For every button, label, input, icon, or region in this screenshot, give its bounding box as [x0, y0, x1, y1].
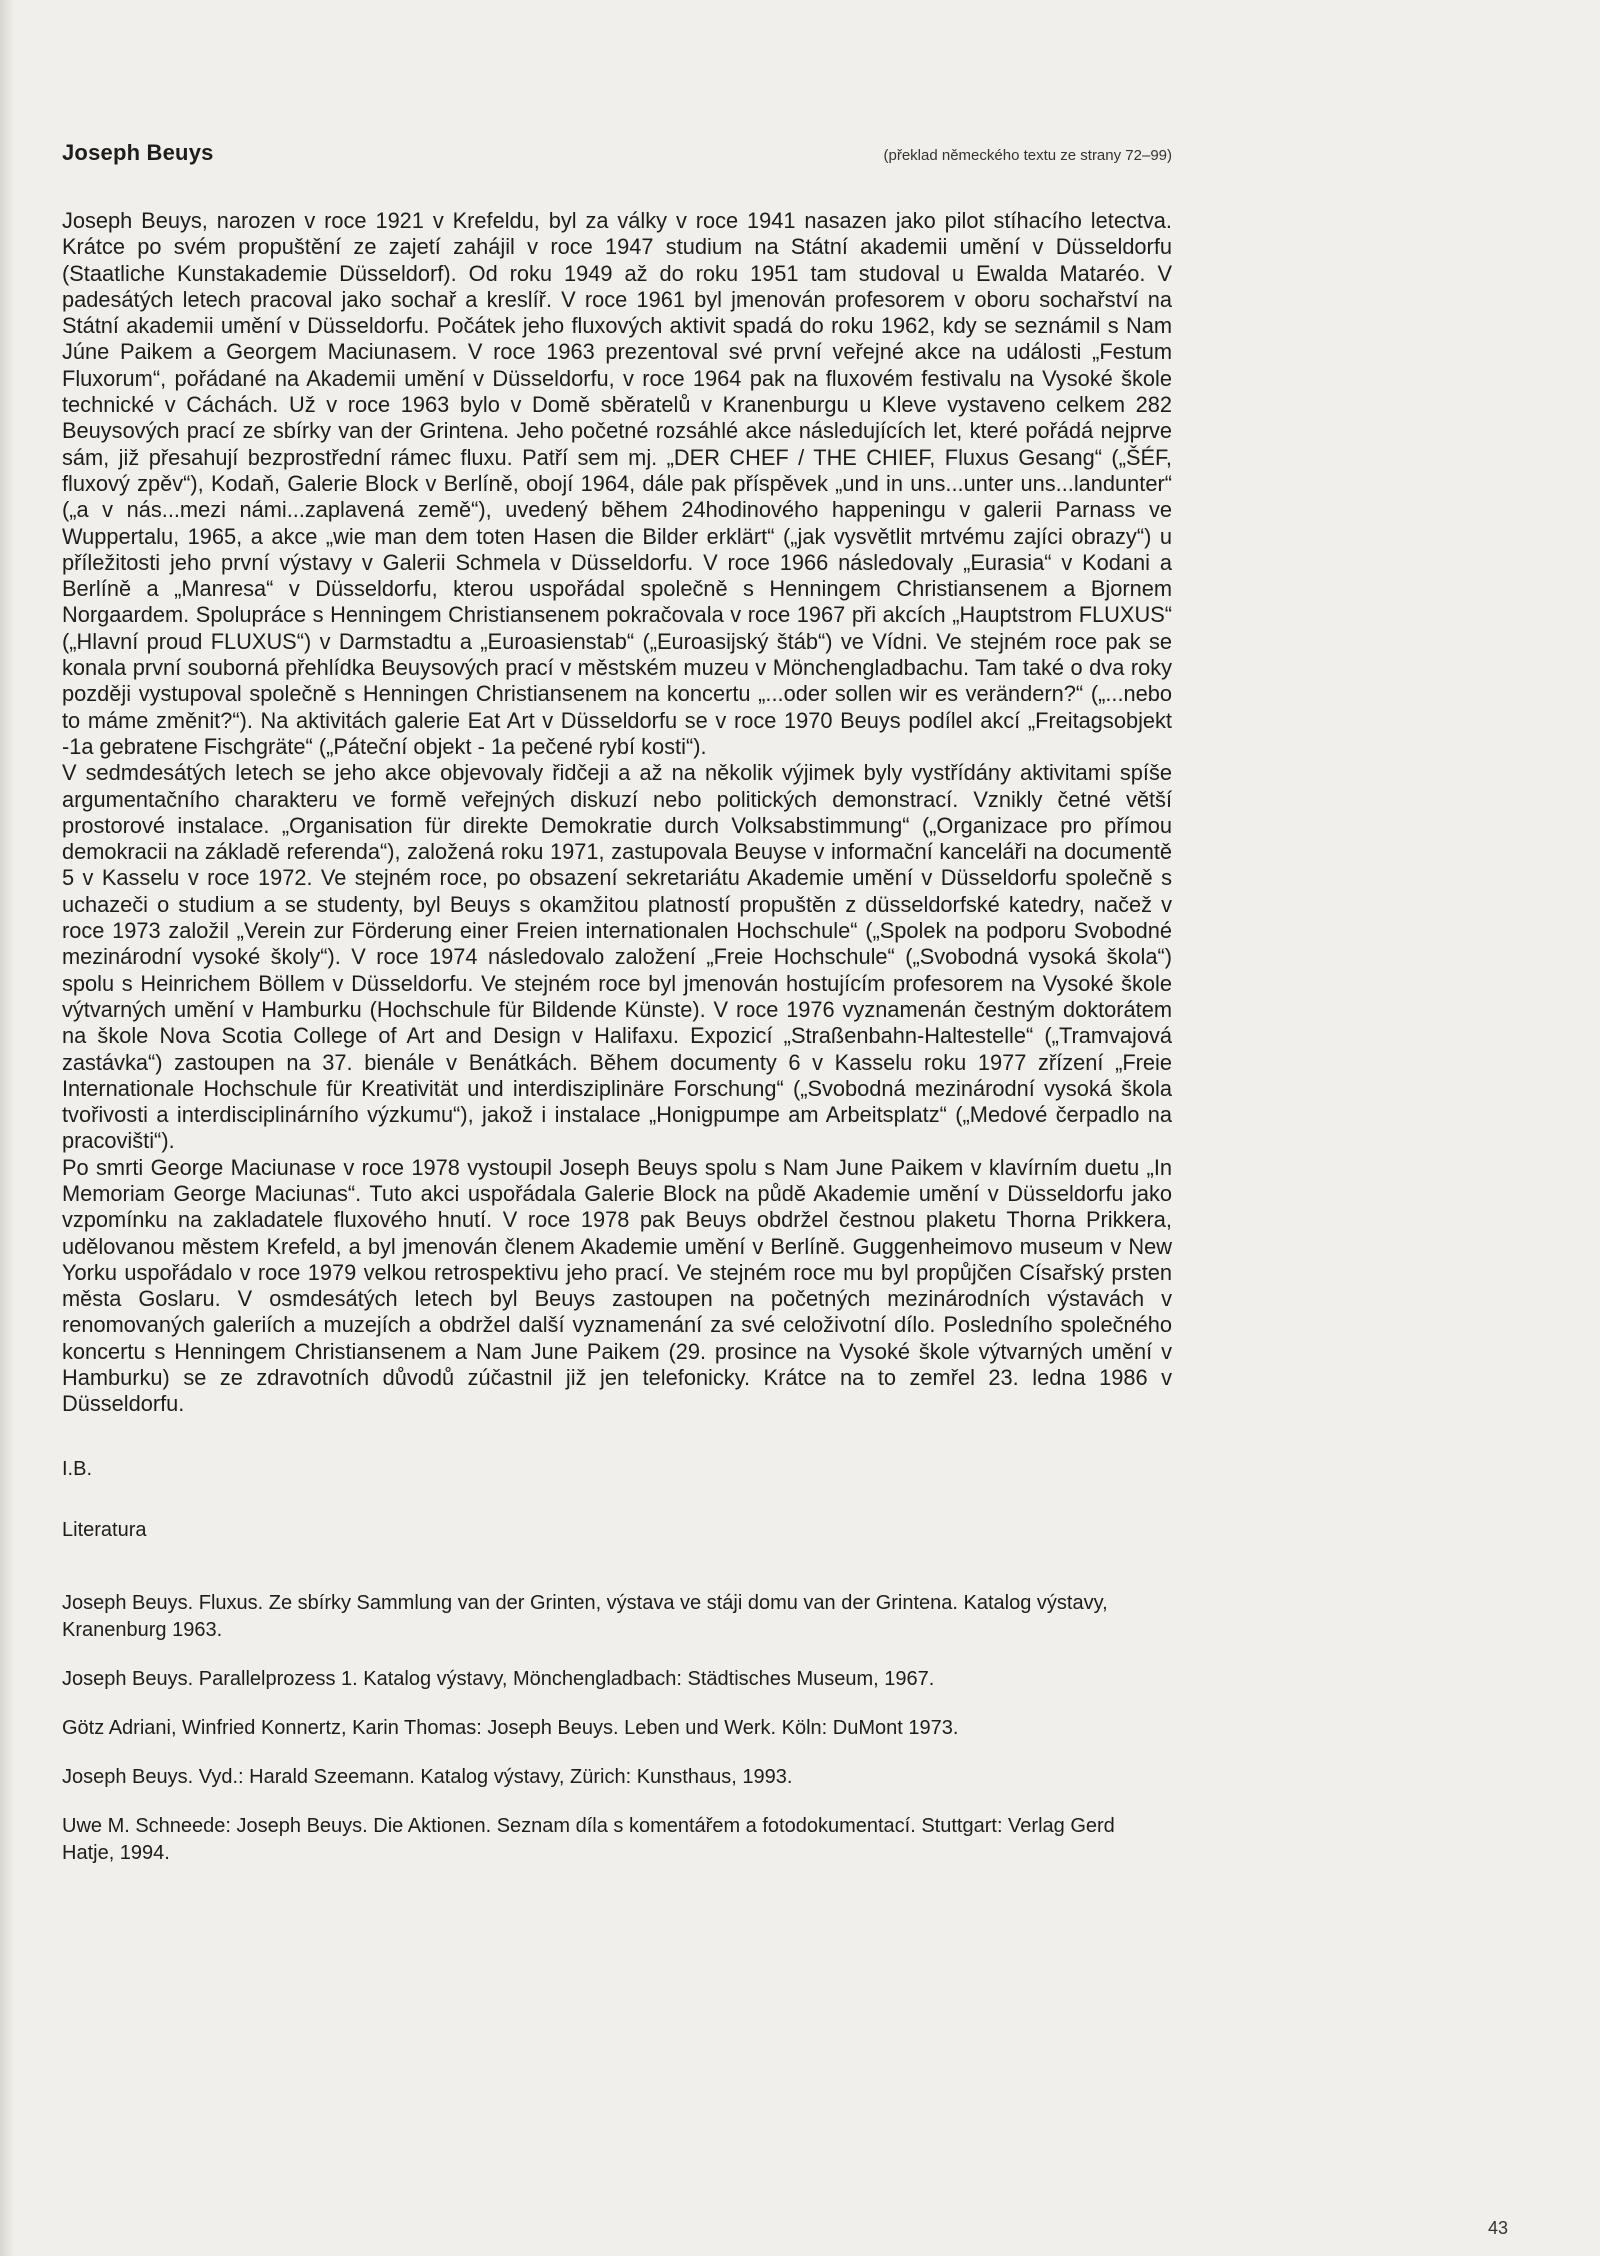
literature-entry: Uwe M. Schneede: Joseph Beuys. Die Aktionen. Seznam díla s komentářem a fotodokumentací. Stuttgart: Verlag Gerd Hatje, 1994. [62, 1814, 1115, 1864]
literature-entry: Götz Adriani, Winfried Konnertz, Karin Thomas: Joseph Beuys. Leben und Werk. Köln: DuMont 1973. [62, 1716, 959, 1739]
biography-paragraph: Joseph Beuys, narozen v roce 1921 v Krefeldu, byl za války v roce 1941 nasazen jako pilot stíhacího letectva. Krátce po svém propuštění ze zajetí zahájil v roce 1947 studium na Státní akademii umění v Düsseldorfu (Staatliche Kunstakademie Düsseldorf). Od roku 1949 až do roku 1951 tam studoval u Ewalda Mataréo. V padesátých letech pracoval jako sochař a kreslíř. V roce 1961 byl jmenován profesorem v oboru sochařství na Státní akademii umění v Düsseldorfu. Počátek jeho fluxových aktivit spadá do roku 1962, kdy se seznámil s Nam Júne Paikem a Georgem Maciunasem. V roce 1963 prezentoval své první veřejné akce na události „Festum Fluxorum“, pořádané na Akademii umění v Düsseldorfu, v roce 1964 pak na fluxovém festivalu na Vysoké škole technické v Cáchách. Už v roce 1963 bylo v Domě sběratelů v Kranenburgu u Kleve vystaveno celkem 282 Beuysových prací ze sbírky van der Grintena. Jeho početné rozsáhlé akce následujících let, které pořádá nejprve sám, již přesahují bezprostřední rámec fluxu. Patří sem mj. „DER CHEF / THE CHIEF, Fluxus Gesang“ („ŠÉF, fluxový zpěv“), Kodaň, Galerie Block v Berlíně, obojí 1964, dále pak příspěvek „und in uns...unter uns...landunter“ („a v nás...mezi námi...zaplavená země“), uvedený během 24hodinového happeningu v galerii Parnass ve Wuppertalu, 1965, a akce „wie man dem toten Hasen die Bilder erklärt“ („jak vysvětlit mrtvému zajíci obrazy“) u příležitosti jeho první výstavy v Galerii Schmela v Düsseldorfu. V roce 1966 následovaly „Eurasia“ v Kodani a Berlíně a „Manresa“ v Düsseldorfu, kterou uspořádal společně s Henningem Christiansenem a Bjornem Norgaardem. Spolupráce s Henningem Christiansenem pokračovala v roce 1967 při akcích „Hauptstrom FLUXUS“ („Hlavní proud FLUXUS“) v Darmstadtu a „Euroasienstab“ („Euroasijský štáb“) ve Vídni. Ve stejném roce pak se konala první souborná přehlídka Beuysových prací v městském muzeu v Mönchengladbachu. Tam také o dva roky později vystupoval společně s Henningen Christiansenem na koncertu „...oder sollen wir es verändern?“ („...nebo to máme změnit?“). Na aktivitách galerie Eat Art v Düsseldorfu se v roce 1970 Beuys podílel akcí „Freitagsobjekt -1a gebratene Fischgräte“ („Páteční objekt - 1a pečené rybí kosti“). [62, 208, 1172, 759]
page-content [62, 140, 1172, 1889]
literature-entry: Joseph Beuys. Fluxus. Ze sbírky Sammlung van der Grinten, výstava ve stáji domu van der Grintena. Katalog výstavy, Kranenburg 1963. [62, 1591, 1108, 1641]
literature-entry: Joseph Beuys. Vyd.: Harald Szeemann. Katalog výstavy, Zürich: Kunsthaus, 1993. [62, 1765, 793, 1788]
literature-entry: Joseph Beuys. Parallelprozess 1. Katalog výstavy, Mönchengladbach: Städtisches Museum, 1967. [62, 1667, 935, 1690]
literature-heading: Literatura [62, 1518, 147, 1541]
biography-paragraph: Po smrti George Maciunase v roce 1978 vystoupil Joseph Beuys spolu s Nam June Paikem v klavírním duetu „In Memoriam George Maciunas“. Tuto akci uspořádala Galerie Block na půdě Akademie umění v Düsseldorfu jako vzpomínku na zakladatele fluxového hnutí. V roce 1978 pak Beuys obdržel čestnou plaketu Thorna Prikkera, udělovanou městem Krefeld, a byl jmenován členem Akademie umění v Berlíně. Guggenheimovo museum v New Yorku uspořádalo v roce 1979 velkou retrospektivu jeho prací. Ve stejném roce mu byl propůjčen Císařský prsten města Goslaru. V osmdesátých letech byl Beuys zastoupen na početných mezinárodních výstavách v renomovaných galeriích a muzejích a obdržel další vyznamenání za své celoživotní dílo. Posledního společného koncertu s Henningem Christiansenem a Nam June Paikem (29. prosince na Vysoké škole výtvarných umění v Hamburku) se ze zdravotních důvodů zúčastnil již jen telefonicky. Krátce na to zemřel 23. ledna 1986 v Düsseldorfu. [62, 1154, 1172, 1417]
biography-paragraph: V sedmdesátých letech se jeho akce objevovaly řidčeji a až na několik výjimek byly vystřídány aktivitami spíše argumentačního charakteru ve formě veřejných diskuzí nebo politických demonstrací. Vznikly četné větší prostorové instalace. „Organisation für direkte Demokratie durch Volksabstimmung“ („Organizace pro přímou demokracii na základě referenda“), založená roku 1971, zastupovala Beuyse v informační kanceláři na documentě 5 v Kasselu v roce 1972. Ve stejném roce, po obsazení sekretariátu Akademie umění v Düsseldorfu společně s uchazeči o studium a se studenty, byl Beuys s okamžitou platností propuštěn z düsseldorfské katedry, načež v roce 1973 založil „Verein zur Förderung einer Freien internationalen Hochschule“ („Spolek na podporu Svobodné mezinárodní vysoké školy“). V roce 1974 následovalo založení „Freie Hochschule“ („Svobodná vysoká škola“) spolu s Heinrichem Böllem v Düsseldorfu. Ve stejném roce byl jmenován hostujícím profesorem na Vysoké škole výtvarných umění v Hamburku (Hochschule für Bildende Künste). V roce 1976 vyznamenán čestným doktorátem na škole Nova Scotia College of Art and Design v Halifaxu. Expozicí „Straßenbahn-Haltestelle“ („Tramvajová zastávka“) zastoupen na 37. bienále v Benátkách. Během documenty 6 v Kasselu roku 1977 zřízení „Freie Internationale Hochschule für Kreativität und interdisziplinäre Forschung“ („Svobodná mezinárodní vysoká škola tvořivosti a interdisciplinárního výzkumu“), jakož i instalace „Honigpumpe am Arbeitsplatz“ („Medové čerpadlo na pracovišti“). [62, 760, 1172, 1154]
author-heading: Joseph Beuys [62, 140, 214, 165]
page-header [62, 140, 1172, 166]
translation-source-note: (překlad německého textu ze strany 72–99) [883, 147, 1172, 164]
page-edge-shadow [0, 0, 14, 2256]
author-initials: I.B. [62, 1457, 93, 1480]
page-number: 43 [1488, 2218, 1509, 2238]
